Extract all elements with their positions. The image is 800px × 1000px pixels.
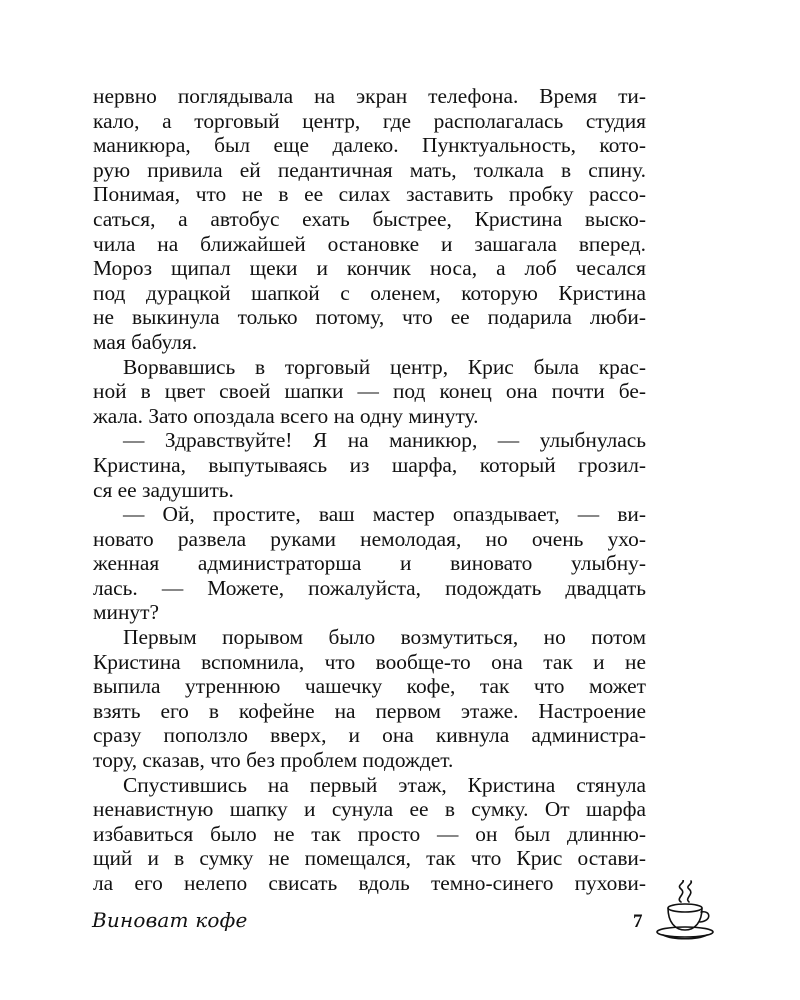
text-line: Кристина вспомнила, что вообще-то она так и не — [93, 649, 646, 674]
page-number: 7 — [633, 911, 643, 932]
text-line: щий и в сумку не помещался, так что Крис остави- — [93, 846, 646, 871]
text-line: Понимая, что не в ее силах заставить пробку рассо- — [93, 182, 646, 207]
text-line: лась. — Можете, пожалуйста, подождать двадцать — [93, 575, 646, 600]
text-line: мая бабуля. — [93, 329, 198, 354]
text-line: новато развела руками немолодая, но очень ухо- — [93, 526, 646, 551]
coffee-cup-icon — [645, 880, 723, 942]
text-line: под дурацкой шапкой с оленем, которую Кристина — [93, 280, 646, 305]
text-line: избавиться было не так просто — он был длинню- — [93, 821, 646, 846]
body-text — [93, 84, 646, 896]
text-line: Мороз щипал щеки и кончик носа, а лоб чесался — [93, 256, 646, 281]
text-line: Ворвавшись в торговый центр, Крис была крас- — [123, 354, 646, 379]
text-line: маникюра, был еще далеко. Пунктуальность, кото- — [93, 133, 646, 158]
text-line: не выкинула только потому, что ее подарила люби- — [93, 305, 646, 330]
text-line: чила на ближайшей остановке и зашагала вперед. — [93, 231, 646, 256]
text-line: ной в цвет своей шапки — под конец она почти бе- — [93, 379, 646, 404]
text-line: жала. Зато опоздала всего на одну минуту. — [93, 403, 479, 428]
text-line: Спустившись на первый этаж, Кристина стянула — [123, 772, 646, 797]
text-line: саться, а автобус ехать быстрее, Кристина выско- — [93, 206, 646, 231]
text-line: — Ой, простите, ваш мастер опаздывает, — ви- — [123, 502, 646, 527]
text-line: Первым порывом было возмутиться, но потом — [123, 625, 646, 650]
text-line: рую привила ей педантичная мать, толкала в спину. — [93, 157, 646, 182]
text-line: тору, сказав, что без проблем подождет. — [93, 748, 454, 773]
text-line: кало, а торговый центр, где располагалась студия — [93, 108, 646, 133]
text-line: ся ее задушить. — [93, 477, 234, 502]
text-line: минут? — [93, 600, 159, 625]
text-line: — Здравствуйте! Я на маникюр, — улыбнулась — [123, 428, 646, 453]
text-line: нервно поглядывала на экран телефона. Время ти- — [93, 84, 646, 108]
text-line: женная администраторша и виновато улыбну- — [93, 551, 646, 576]
text-line: ненавистную шапку и сунула ее в сумку. От шарфа — [93, 797, 646, 822]
text-line: Кристина, выпутываясь из шарфа, который грозил- — [93, 452, 646, 477]
running-footer-title: Виноват кофе — [92, 908, 248, 932]
text-line: выпила утреннюю чашечку кофе, так что может — [93, 674, 646, 699]
text-line: ла его нелепо свисать вдоль темно-синего пухови- — [93, 871, 646, 895]
text-line: взять его в кофейне на первом этаже. Настроение — [93, 698, 646, 723]
text-line: сразу поползло вверх, и она кивнула администра- — [93, 723, 646, 748]
